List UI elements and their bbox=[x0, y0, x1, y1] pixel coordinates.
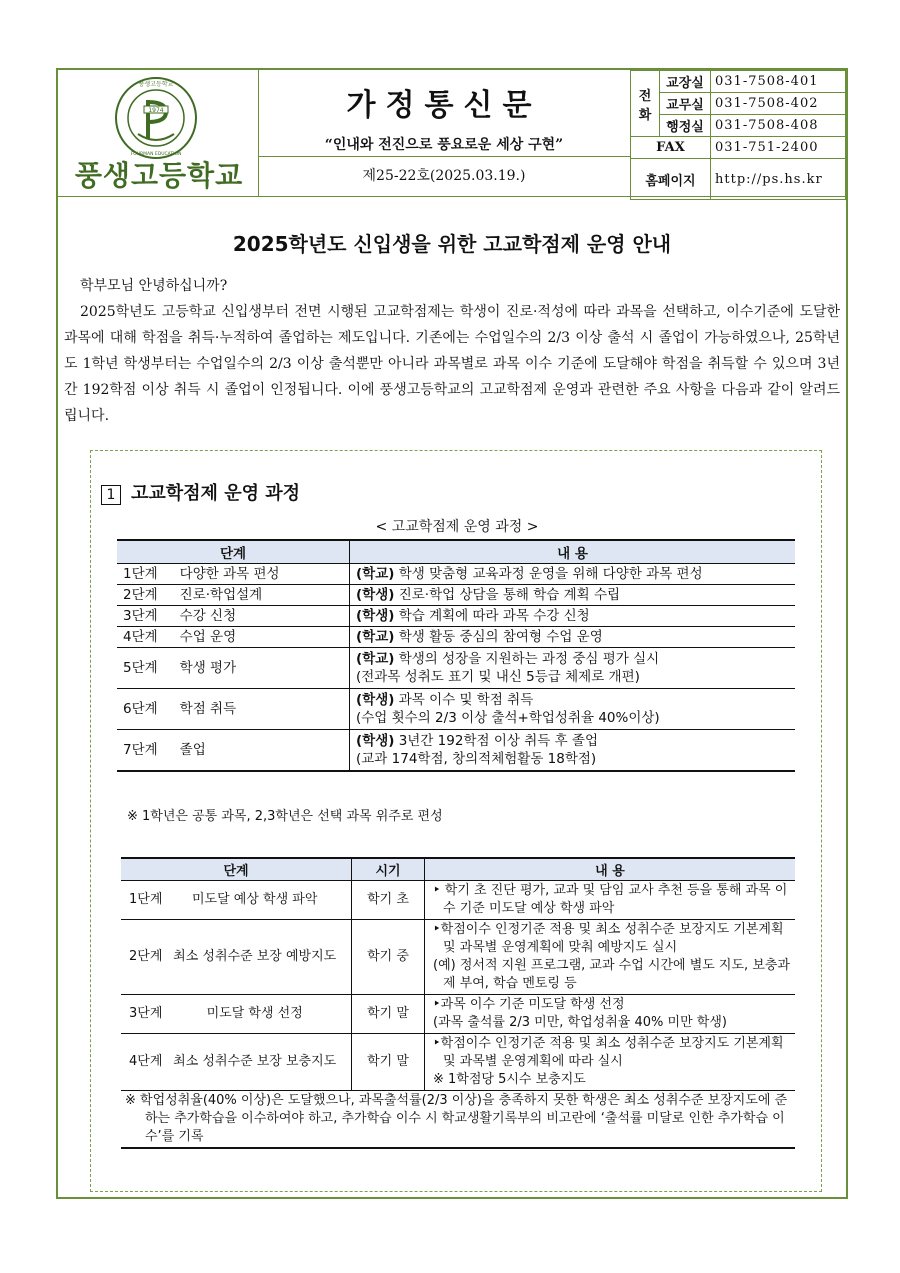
title-cell bbox=[258, 70, 631, 157]
stage-cell bbox=[121, 995, 352, 1034]
school-motto: “인내와 전진으로 풍요로운 세상 구현” bbox=[324, 137, 564, 153]
stage-name: 미도달 학생 선정 bbox=[206, 1006, 303, 1021]
issue-number: 제25-22호(2025.03.19.) bbox=[258, 156, 631, 196]
svg-text:FOURMAN EDUCATION: FOURMAN EDUCATION bbox=[130, 152, 182, 157]
content-cell bbox=[350, 730, 796, 772]
content-cell bbox=[425, 1034, 796, 1091]
phone-label: 전화 bbox=[631, 71, 660, 137]
stage-cell bbox=[117, 606, 350, 627]
homepage-link[interactable]: http://ps.hs.kr bbox=[711, 159, 846, 200]
timing-cell: 학기 말 bbox=[352, 1034, 425, 1091]
stage-name: 학생 평가 bbox=[179, 660, 237, 676]
stage-name: 학점 취득 bbox=[179, 701, 237, 717]
contact-label: 교장실 bbox=[660, 71, 711, 93]
newsletter-title: 가정통신문 bbox=[346, 88, 542, 123]
intro-body: 2025학년도 고등학교 신입생부터 전면 시행된 고교학점제는 학생이 진로·적성에 따라 과목을 선택하고, 이수기준에 도달한 과목에 대해 학점을 취득·누적하여 졸업하는 제도입니다. 기존에는 수업일수의 2/3 이상 출석 시 졸업이 가능하였으나, 25학년도 1학년 학생부터는 수업일수의 2/3 이상 출석뿐만 아니라 과목별로 과목 이수 기준에 도달해야 학점을 취득할 수 있으며 3년간 192학점 이상 취득 시 졸업이 인정됩니다. 이에 풍생고등학교의 고교학점제 운영과 관련한 주요 사항을 다음과 같이 알려드립니다. bbox=[64, 304, 840, 424]
process-table bbox=[117, 539, 795, 772]
content-text: 과목 이수 및 학점 취득 bbox=[398, 692, 534, 708]
stage-cell bbox=[121, 1034, 352, 1091]
svg-text:풍생고등학교: 풍생고등학교 bbox=[138, 81, 174, 88]
table-note-row bbox=[121, 1091, 795, 1149]
table-note: ※ 1학년은 공통 과목, 2,3학년은 선택 과목 위주로 편성 bbox=[127, 809, 443, 824]
content-line: ※ 1학점당 5시수 보충지도 bbox=[433, 1072, 586, 1087]
timing-cell: 학기 중 bbox=[352, 920, 425, 995]
content-line: (예) 정서적 지원 프로그램, 교과 수업 시간에 별도 지도, 보충과제 부여, 학습 멘토링 등 bbox=[433, 958, 790, 991]
section-title: 고교학점제 운영 과정 bbox=[131, 483, 301, 504]
stage-number: 2단계 bbox=[129, 949, 163, 964]
actor-label: (학생) bbox=[356, 692, 395, 708]
stage-cell bbox=[121, 881, 352, 920]
table-row bbox=[121, 881, 795, 920]
greeting: 학부모님 안녕하십니까? bbox=[80, 278, 228, 294]
table-header: 내 용 bbox=[350, 540, 796, 564]
stage-name: 졸업 bbox=[179, 742, 206, 758]
stage-cell bbox=[117, 689, 350, 730]
stage-cell bbox=[117, 627, 350, 648]
table-header: 단계 bbox=[117, 540, 350, 564]
contact-label: FAX bbox=[631, 137, 711, 159]
content-subtext: (교과 174학점, 창의적체험활동 18학점) bbox=[356, 751, 597, 767]
stage-name: 최소 성취수준 보장 예방지도 bbox=[173, 949, 337, 964]
content-line: ‣과목 이수 기준 미도달 학생 선정 bbox=[433, 997, 625, 1012]
actor-label: (학생) bbox=[356, 733, 395, 749]
section-number: 1 bbox=[101, 485, 121, 505]
contact-number: 031-7508-401 bbox=[711, 71, 846, 93]
contact-number: 031-7508-402 bbox=[711, 93, 846, 115]
stage-name: 미도달 예상 학생 파악 bbox=[191, 892, 318, 907]
content-text: 3년간 192학점 이상 취득 후 졸업 bbox=[398, 733, 598, 749]
stage-name: 다양한 과목 편성 bbox=[179, 566, 280, 582]
content-subtext: (수업 횟수의 2/3 이상 출석+학업성취율 40%이상) bbox=[356, 710, 660, 726]
stage-name: 수강 신청 bbox=[179, 608, 237, 624]
stage-name: 최소 성취수준 보장 보충지도 bbox=[173, 1054, 337, 1069]
document-title: 2025학년도 신입생을 위한 고교학점제 운영 안내 bbox=[232, 232, 672, 256]
stage-number: 4단계 bbox=[129, 1054, 163, 1069]
contact-number: 031-751-2400 bbox=[711, 137, 846, 159]
content-cell bbox=[350, 648, 796, 689]
stage-number: 2단계 bbox=[123, 587, 158, 603]
stage-cell bbox=[121, 920, 352, 995]
stage-number: 7단계 bbox=[123, 742, 158, 758]
table-row bbox=[121, 995, 795, 1034]
content-line: ‣학점이수 인정기준 적용 및 최소 성취수준 보장지도 기본계획 및 과목별 운영계획에 따라 실시 bbox=[433, 1036, 784, 1069]
table-row bbox=[117, 730, 795, 772]
timing-cell: 학기 초 bbox=[352, 881, 425, 920]
content-line: ‣학점이수 인정기준 적용 및 최소 성취수준 보장지도 기본계획 및 과목별 운영계획에 맞춰 예방지도 실시 bbox=[433, 922, 784, 955]
content-cell bbox=[350, 606, 796, 627]
table-note: ※ 학업성취율(40% 이상)은 도달했으나, 과목출석률(2/3 이상)을 충족하지 못한 학생은 최소 성취수준 보장지도에 준하는 추가학습을 이수하여야 하고, 추가학습 이수 시 학교생활기록부의 비고란에 ‘출석률 미달로 인한 추가학습 이수’를 기록 bbox=[121, 1091, 795, 1149]
stage-number: 3단계 bbox=[123, 608, 158, 624]
stage-number: 1단계 bbox=[123, 566, 158, 582]
document-frame bbox=[56, 68, 848, 1199]
content-cell bbox=[350, 627, 796, 648]
content-cell bbox=[350, 585, 796, 606]
svg-text:1974: 1974 bbox=[148, 107, 164, 114]
school-name: 풍생고등학교 bbox=[74, 159, 244, 192]
content-subtext: (전과목 성취도 표기 및 내신 5등급 체제로 개편) bbox=[356, 669, 640, 685]
contact-label: 교무실 bbox=[660, 93, 711, 115]
content-text: 진로·학업 상담을 통해 학습 계획 수립 bbox=[398, 587, 621, 603]
content-line: ‣ 학기 초 진단 평가, 교과 및 담임 교사 추천 등을 통해 과목 이수 기준 미도달 예상 학생 파악 bbox=[433, 883, 788, 916]
timing-cell: 학기 말 bbox=[352, 995, 425, 1034]
table-row bbox=[117, 564, 795, 585]
stage-number: 4단계 bbox=[123, 629, 158, 645]
table-row bbox=[121, 920, 795, 995]
content-cell bbox=[425, 920, 796, 995]
contact-label: 홈페이지 bbox=[631, 159, 711, 200]
section-box bbox=[90, 450, 822, 1192]
table-row bbox=[117, 606, 795, 627]
intro bbox=[64, 273, 840, 429]
stage-name: 수업 운영 bbox=[179, 629, 237, 645]
stage-number: 5단계 bbox=[123, 660, 158, 676]
table-row bbox=[117, 585, 795, 606]
content-cell bbox=[425, 995, 796, 1034]
school-seal-icon bbox=[114, 76, 198, 160]
table-row bbox=[117, 627, 795, 648]
support-table bbox=[121, 857, 795, 1149]
table-row bbox=[117, 648, 795, 689]
stage-number: 6단계 bbox=[123, 701, 158, 717]
contact-label: 행정실 bbox=[660, 115, 711, 137]
content-line: (과목 출석률 2/3 미만, 학업성취율 40% 미만 학생) bbox=[433, 1015, 727, 1030]
actor-label: (학교) bbox=[356, 651, 395, 667]
content-cell bbox=[350, 689, 796, 730]
letterhead bbox=[58, 70, 846, 197]
stage-cell bbox=[117, 585, 350, 606]
stage-cell bbox=[117, 730, 350, 772]
logo-cell bbox=[58, 70, 259, 196]
contact-table bbox=[630, 70, 846, 196]
table-header: 단계 bbox=[121, 858, 352, 881]
stage-cell bbox=[117, 564, 350, 585]
content-text: 학생 맞춤형 교육과정 운영을 위해 다양한 과목 편성 bbox=[398, 566, 703, 582]
stage-number: 1단계 bbox=[129, 892, 163, 907]
content-text: 학습 계획에 따라 과목 수강 신청 bbox=[398, 608, 590, 624]
stage-cell bbox=[117, 648, 350, 689]
actor-label: (학생) bbox=[356, 608, 395, 624]
content-cell bbox=[425, 881, 796, 920]
table-header: 내 용 bbox=[425, 858, 796, 881]
content-cell bbox=[350, 564, 796, 585]
table-header: 시기 bbox=[352, 858, 425, 881]
table-row bbox=[117, 689, 795, 730]
contact-number: 031-7508-408 bbox=[711, 115, 846, 137]
actor-label: (학생) bbox=[356, 587, 395, 603]
actor-label: (학교) bbox=[356, 629, 395, 645]
stage-name: 진로·학업설계 bbox=[179, 587, 263, 603]
actor-label: (학교) bbox=[356, 566, 395, 582]
table-caption: < 고교학점제 운영 과정 > bbox=[375, 519, 539, 535]
section-heading bbox=[101, 479, 300, 505]
table-row bbox=[121, 1034, 795, 1091]
content-text: 학생의 성장을 지원하는 과정 중심 평가 실시 bbox=[398, 651, 660, 667]
content-text: 학생 활동 중심의 참여형 수업 운영 bbox=[398, 629, 603, 645]
stage-number: 3단계 bbox=[129, 1006, 163, 1021]
